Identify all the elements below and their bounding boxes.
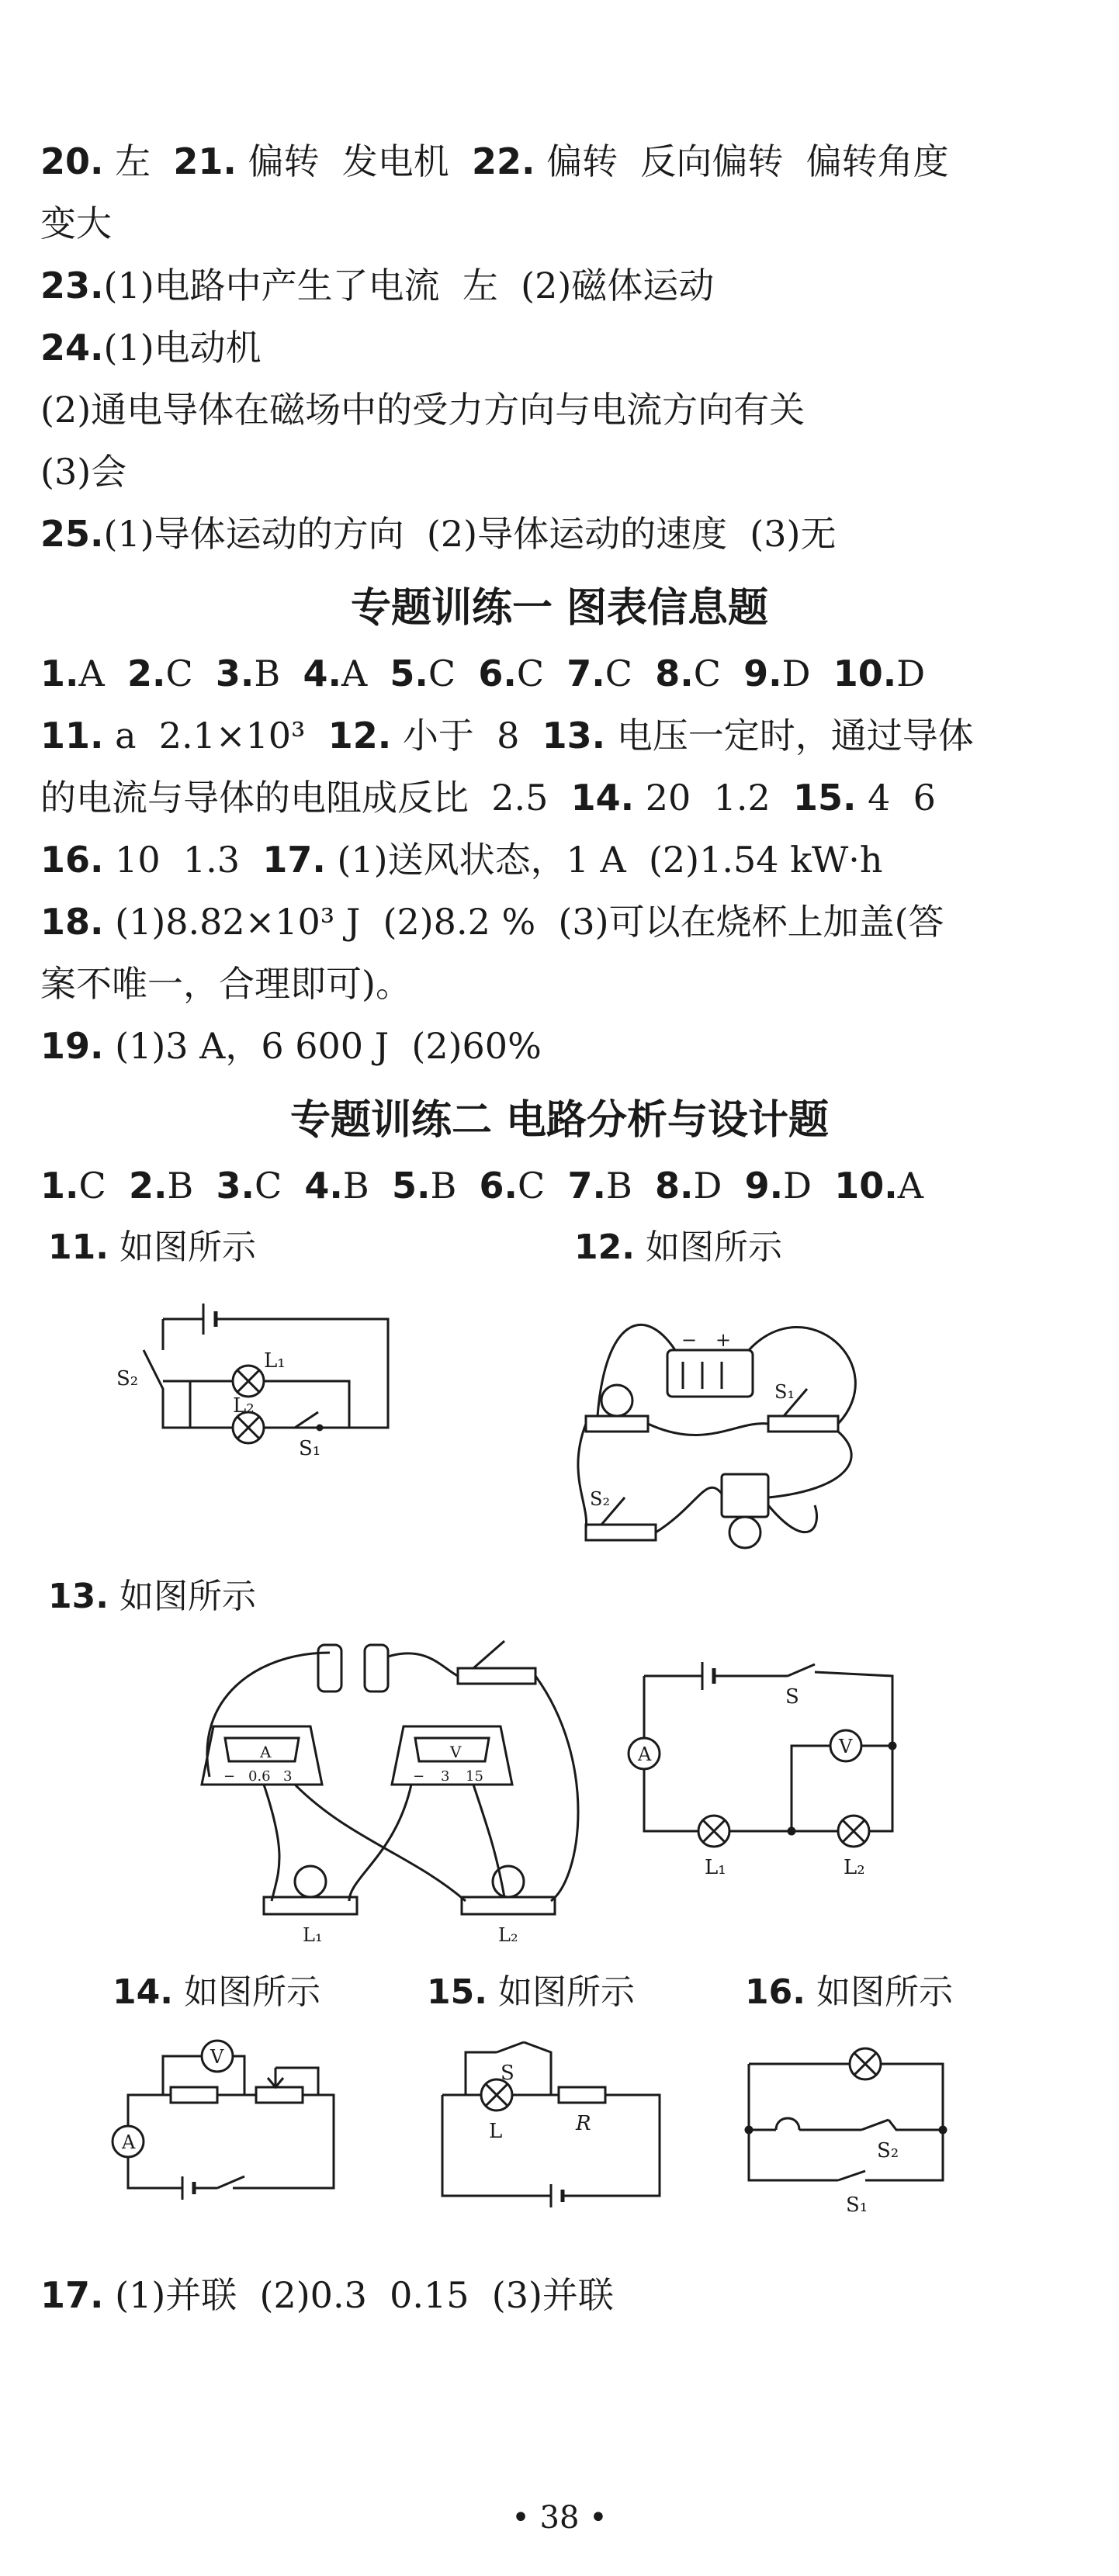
choice-answer: B (254, 653, 281, 694)
question-number: 6. (479, 1165, 518, 1207)
q16-label: 16. 如图所示 (745, 1972, 953, 2012)
label-l1: L₁ (705, 1856, 726, 1879)
voltmeter-letter: V (210, 2046, 224, 2068)
switch-blade (788, 1664, 815, 1676)
label-s1: S₁ (299, 1437, 321, 1460)
switch-s2-base (586, 1525, 656, 1540)
wire (128, 2095, 334, 2188)
slider-arrow (268, 2068, 283, 2087)
label-l2: L₂ (844, 1856, 865, 1879)
label-s: S (501, 2062, 514, 2085)
switch-s1-base (768, 1416, 838, 1432)
answer-22-cont: 变大 (40, 203, 112, 244)
choice-answer: A (78, 653, 105, 694)
section1-multiple-choice (40, 650, 925, 697)
battery-cell-2 (365, 1645, 388, 1691)
ammeter-letter: A (638, 1743, 652, 1765)
ammeter-06: 0.6 (248, 1768, 271, 1785)
wire (749, 2118, 943, 2130)
question-number: 4. (303, 653, 341, 694)
lamp-cross (237, 1370, 259, 1392)
motor-wheel (729, 1517, 760, 1548)
choice-answer: B (167, 1165, 194, 1207)
switch-s2-blade (861, 2120, 889, 2130)
junction-dot (940, 2127, 946, 2133)
label-l: L (489, 2120, 503, 2143)
choice-answer: B (342, 1165, 369, 1207)
question-number: 9. (743, 653, 782, 694)
circuit-wiring-12 (574, 1272, 900, 1583)
question-number: 7. (566, 653, 605, 694)
section-title-2: 专题训练二 电路分析与设计题 (289, 1097, 830, 1144)
resistor-fixed (171, 2087, 217, 2103)
voltmeter-letter: V (450, 1743, 462, 1761)
switch-s-blade (497, 2042, 524, 2052)
question-number: 10. (833, 653, 897, 694)
switch-blade (217, 2176, 244, 2188)
choice-answer: C (605, 653, 632, 694)
label-s2: S₂ (877, 2139, 899, 2162)
question-number: 3. (215, 653, 255, 694)
section1-answers-16-17: 16. 10 1.3 17. (1)送风状态，1 A (2)1.54 kW·h (40, 839, 883, 881)
switch-blade (473, 1641, 504, 1668)
q11-label: 11. 如图所示 (48, 1227, 256, 1267)
wire (442, 2095, 660, 2196)
wire (163, 1381, 190, 1428)
answers-20-22: 20. 左 21. 偏转 发电机 22. 偏转 反向偏转 偏转角度 (40, 140, 949, 182)
battery-cells (683, 1362, 722, 1389)
question-number: 4. (304, 1165, 343, 1207)
switch-s1-blade (838, 2171, 865, 2180)
motor-body (722, 1474, 768, 1517)
choice-answer: C (165, 653, 193, 694)
resistor-r (559, 2087, 605, 2103)
lamp-l1-holder (264, 1897, 357, 1914)
ammeter-letter: A (122, 2131, 136, 2153)
question-number: 5. (391, 1165, 431, 1207)
label-l2: L₂ (498, 1924, 518, 1946)
label-s1: S₁ (774, 1381, 795, 1403)
ammeter-3: 3 (283, 1768, 293, 1785)
answer-24: 24.(1)电动机 (40, 327, 262, 369)
question-number: 8. (655, 1165, 694, 1207)
wire (190, 1381, 349, 1428)
lamp-l2-holder (462, 1897, 555, 1914)
circuit-diagram-13 (621, 1653, 916, 1909)
choice-answer: D (783, 1165, 812, 1207)
answer-25: 25.(1)导体运动的方向 (2)导体运动的速度 (3)无 (40, 513, 837, 555)
question-number: 10. (834, 1165, 898, 1207)
question-number: 1. (40, 653, 79, 694)
q13-label: 13. 如图所示 (48, 1577, 256, 1616)
label-s2: S₂ (590, 1488, 611, 1510)
choice-answer: C (254, 1165, 282, 1207)
label-l2: L₂ (233, 1394, 255, 1418)
choice-answer: C (428, 653, 456, 694)
question-number: 2. (126, 653, 166, 694)
voltmeter-neg: − (413, 1768, 425, 1785)
voltmeter-15: 15 (466, 1768, 483, 1785)
voltmeter-letter: V (839, 1736, 853, 1757)
lamp-l1-bulb (295, 1866, 326, 1897)
junction-dot (889, 1743, 896, 1749)
switch-contact (317, 1425, 322, 1430)
junction-dot (788, 1828, 795, 1834)
voltmeter-3: 3 (441, 1768, 450, 1785)
section1-answer-18-cont: 案不唯一，合理即可)。 (40, 963, 411, 1005)
circuit-diagram-14 (109, 2033, 357, 2219)
lamp-l2-bulb (493, 1866, 524, 1897)
question-number: 7. (567, 1165, 606, 1207)
choice-answer: C (78, 1165, 106, 1207)
lamp-bulb (601, 1385, 632, 1416)
wire (144, 1319, 388, 1428)
choice-answer: D (781, 653, 811, 694)
battery-box (667, 1350, 753, 1397)
question-number: 8. (655, 653, 694, 694)
circuit-diagram-16 (737, 2033, 986, 2219)
choice-answer: C (693, 653, 721, 694)
answer-24-3: (3)会 (40, 451, 127, 493)
q14-label: 14. 如图所示 (113, 1972, 320, 2012)
choice-answer: D (693, 1165, 722, 1207)
question-number: 3. (216, 1165, 255, 1207)
q12-label: 12. 如图所示 (574, 1227, 782, 1267)
label-l1: L₁ (264, 1349, 286, 1373)
section-title-1: 专题训练一 图表信息题 (350, 585, 769, 632)
section1-answers-13-15: 的电流与导体的电阻成反比 2.5 14. 20 1.2 15. 4 6 (40, 777, 936, 819)
section1-answers-11-13: 11. a 2.1×10³ 12. 小于 8 13. 电压一定时，通过导体 (40, 715, 974, 757)
section2-answer-17: 17. (1)并联 (2)0.3 0.15 (3)并联 (40, 2274, 614, 2316)
choice-answer: A (897, 1165, 923, 1207)
choice-answer: B (605, 1165, 632, 1207)
label-s2: S₂ (116, 1367, 139, 1390)
label-l1: L₁ (303, 1924, 323, 1946)
switch-s1-blade (295, 1412, 318, 1428)
resistor-variable (256, 2087, 303, 2103)
choice-answer: C (518, 1165, 546, 1207)
choice-answer: A (341, 653, 368, 694)
choice-answer: D (896, 653, 926, 694)
lamp-holder (586, 1416, 648, 1432)
label-s: S (785, 1685, 799, 1709)
choice-answer: C (516, 653, 545, 694)
circuit-diagram-11 (116, 1288, 411, 1466)
page-number: • 38 • (511, 2500, 608, 2536)
question-number: 6. (478, 653, 517, 694)
ammeter-letter: A (260, 1743, 272, 1761)
choice-answer: B (430, 1165, 457, 1207)
ammeter-neg: − (223, 1768, 236, 1785)
q15-label: 15. 如图所示 (427, 1972, 635, 2012)
wires (578, 1324, 855, 1532)
section1-answer-19: 19. (1)3 A，6 600 J (2)60% (40, 1025, 542, 1067)
circuit-diagram-15 (435, 2033, 683, 2219)
label-plus: + (715, 1329, 732, 1351)
switch-base (458, 1668, 535, 1684)
section2-multiple-choice (40, 1162, 923, 1209)
question-number: 1. (40, 1165, 79, 1207)
circuit-wiring-13 (194, 1622, 613, 1948)
question-number: 2. (128, 1165, 168, 1207)
label-minus: − (681, 1329, 698, 1351)
section1-answer-18: 18. (1)8.82×10³ J (2)8.2 % (3)可以在烧杯上加盖(答 (40, 901, 944, 943)
answer-24-2: (2)通电导体在磁场中的受力方向与电流方向有关 (40, 389, 805, 431)
label-s1: S₁ (846, 2193, 868, 2217)
label-r: R (576, 2112, 591, 2135)
junction-dot (746, 2127, 752, 2133)
question-number: 5. (390, 653, 428, 694)
answer-23: 23.(1)电路中产生了电流 左 (2)磁体运动 (40, 265, 715, 306)
question-number: 9. (744, 1165, 784, 1207)
